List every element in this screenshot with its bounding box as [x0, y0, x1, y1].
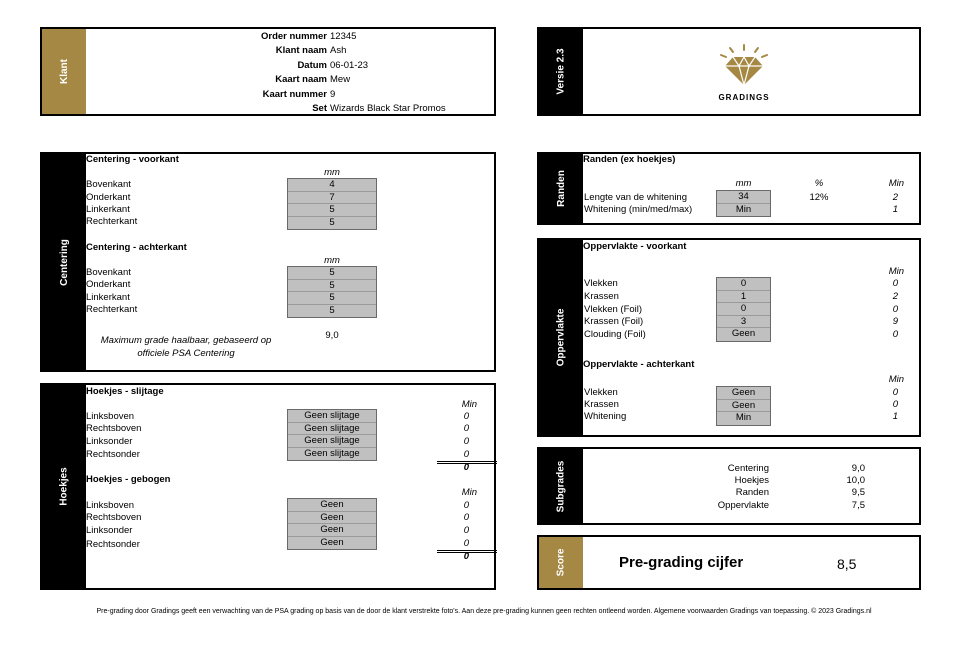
centering-back-top-input[interactable]: 5 — [288, 267, 376, 280]
gradings-logo — [709, 43, 779, 103]
edges-length-pct: 12% — [809, 192, 829, 203]
surface-front-min-scratches: 2 — [892, 291, 898, 302]
edges-length-label: Lengte van de whitening — [584, 192, 687, 203]
surface-back-scratches-select[interactable]: Geen — [717, 400, 770, 413]
surface-back-whitening-select[interactable]: Min — [735, 412, 752, 423]
corners-wear-ro-select[interactable]: Geen slijtage — [304, 447, 360, 459]
subgrade-corners-label: Hoekjes — [734, 475, 769, 486]
corners-wear-label-lb: Linksboven — [86, 411, 135, 422]
centering-back-label-bottom: Onderkant — [86, 279, 131, 290]
centering-front-title: Centering - voorkant — [86, 154, 179, 165]
centering-back-label-right: Rechterkant — [86, 304, 138, 315]
corners-wear-label-lo: Linksonder — [86, 436, 133, 447]
edges-length-min: 2 — [892, 192, 898, 203]
subgrade-edges-label: Randen — [735, 487, 769, 498]
corners-wear-min-lo: 0 — [463, 436, 469, 447]
corners-wear-title: Hoekjes - slijtage — [86, 386, 164, 397]
diamond-icon — [709, 43, 779, 89]
corners-wear-total: 0 — [463, 462, 469, 473]
surface-back-label-stains: Vlekken — [584, 387, 618, 398]
subgrade-edges-value: 9,5 — [851, 487, 865, 498]
surface-front-min-stains: 0 — [892, 278, 898, 289]
card-number-value: 9 — [330, 89, 336, 100]
surface-front-min-header: Min — [888, 266, 904, 277]
surface-band: Oppervlakte — [539, 240, 583, 435]
subgrade-surface-label: Oppervlakte — [717, 500, 769, 511]
corners-bent-lo-select[interactable]: Geen — [288, 524, 376, 537]
subgrade-corners-value: 10,0 — [846, 475, 865, 486]
corners-bent-min-ro: 0 — [463, 538, 469, 549]
centering-back-title: Centering - achterkant — [86, 242, 187, 253]
centering-back-label-left: Linkerkant — [86, 292, 130, 303]
surface-back-values — [716, 386, 771, 426]
surface-front-foil-stains-input[interactable]: 0 — [717, 303, 770, 316]
corners-band: Hoekjes — [42, 385, 86, 588]
centering-back-left-input[interactable]: 5 — [288, 292, 376, 305]
corners-panel — [40, 383, 496, 590]
order-number-value: 12345 — [330, 31, 357, 42]
corners-wear-min-header: Min — [461, 399, 477, 410]
date-value: 06-01-23 — [330, 60, 369, 71]
centering-front-values — [287, 178, 377, 230]
edges-panel — [537, 152, 921, 225]
centering-back-label-top: Bovenkant — [86, 267, 131, 278]
corners-bent-label-ro: Rechtsonder — [86, 539, 140, 550]
surface-front-min-foil-stains: 0 — [892, 304, 898, 315]
edges-values — [716, 190, 771, 217]
corners-bent-ro-select[interactable]: Geen — [320, 536, 344, 548]
card-name-value: Mew — [330, 74, 351, 85]
centering-back-unit: mm — [324, 255, 340, 266]
corners-bent-lb-select[interactable]: Geen — [288, 499, 376, 512]
surface-front-label-foil-stains: Vlekken (Foil) — [584, 304, 643, 315]
corners-wear-label-rb: Rechtsboven — [86, 423, 142, 434]
corners-wear-min-rb: 0 — [463, 423, 469, 434]
klant-panel — [40, 27, 496, 116]
centering-front-unit: mm — [324, 167, 340, 178]
edges-mm-header: mm — [735, 178, 752, 189]
corners-bent-title: Hoekjes - gebogen — [86, 474, 171, 485]
max-grade-label-line2: officiele PSA Centering — [137, 348, 235, 359]
disclaimer-footer: Pre-grading door Gradings geeft een verwachting van de PSA grading op basis van de door de klant verstrekte foto's. Aan deze pre-grading kunnen geen rechten ontleend worden. Algemene voorwaarden Gradings van toepassing. © 2023 Gradings.nl — [96, 608, 872, 615]
surface-front-values — [716, 277, 771, 342]
edges-pct-header: % — [814, 178, 824, 189]
surface-front-label-stains: Vlekken — [584, 278, 618, 289]
centering-front-right-input[interactable]: 5 — [329, 216, 335, 228]
centering-panel — [40, 152, 496, 372]
surface-back-label-scratches: Krassen — [584, 399, 619, 410]
order-number-label: Order nummer — [261, 31, 327, 42]
corners-wear-lb-select[interactable]: Geen slijtage — [288, 410, 376, 423]
edges-whitening-select[interactable]: Min — [735, 203, 752, 215]
corners-bent-label-lo: Linksonder — [86, 525, 133, 536]
corners-bent-min-lb: 0 — [463, 500, 469, 511]
surface-back-title: Oppervlakte - achterkant — [583, 359, 695, 370]
score-label: Pre-grading cijfer — [619, 554, 744, 571]
date-label: Datum — [297, 60, 327, 71]
subgrade-centering-label: Centering — [727, 463, 769, 474]
centering-front-label-bottom: Onderkant — [86, 192, 131, 203]
max-grade-value: 9,0 — [325, 330, 339, 341]
subgrades-band: Subgrades — [539, 449, 583, 523]
subgrades-panel — [537, 447, 921, 525]
surface-front-label-foil-scratches: Krassen (Foil) — [584, 316, 644, 327]
corners-bent-label-rb: Rechtsboven — [86, 512, 142, 523]
version-panel — [537, 27, 921, 116]
surface-front-min-foil-scratches: 9 — [892, 316, 898, 327]
centering-front-left-input[interactable]: 5 — [288, 204, 376, 217]
surface-front-label-scratches: Krassen — [584, 291, 619, 302]
corners-bent-values — [287, 498, 377, 550]
centering-front-bottom-input[interactable]: 7 — [288, 192, 376, 205]
corners-wear-min-ro: 0 — [463, 449, 469, 460]
corners-bent-min-header: Min — [461, 487, 477, 498]
logo-text: GRADINGS — [718, 93, 770, 102]
edges-title: Randen (ex hoekjes) — [583, 154, 676, 165]
edges-length-input[interactable]: 34 — [717, 191, 770, 204]
corners-bent-min-lo: 0 — [463, 525, 469, 536]
score-panel — [537, 535, 921, 590]
surface-back-min-scratches: 0 — [892, 399, 898, 410]
set-label: Set — [312, 103, 327, 114]
corners-wear-lo-select[interactable]: Geen slijtage — [288, 435, 376, 448]
centering-band: Centering — [42, 154, 86, 370]
klant-band: Klant — [42, 29, 86, 114]
subgrade-centering-value: 9,0 — [851, 463, 865, 474]
corners-bent-total: 0 — [463, 551, 469, 562]
score-value: 8,5 — [837, 556, 857, 572]
version-band: Versie 2.3 — [539, 29, 583, 114]
surface-front-scratches-input[interactable]: 1 — [717, 291, 770, 304]
corners-bent-rb-select[interactable]: Geen — [288, 512, 376, 525]
surface-back-stains-select[interactable]: Geen — [717, 387, 770, 400]
surface-back-min-whitening: 1 — [892, 411, 898, 422]
client-name-label: Klant naam — [275, 45, 327, 56]
corners-wear-values — [287, 409, 377, 461]
surface-front-stains-input[interactable]: 0 — [717, 278, 770, 291]
centering-front-top-input[interactable]: 4 — [288, 179, 376, 192]
edges-whitening-label: Whitening (min/med/max) — [584, 204, 693, 215]
centering-front-label-right: Rechterkant — [86, 216, 138, 227]
centering-back-right-input[interactable]: 5 — [329, 304, 335, 316]
centering-front-label-left: Linkerkant — [86, 204, 130, 215]
corners-bent-min-rb: 0 — [463, 512, 469, 523]
surface-front-foil-scratches-input[interactable]: 3 — [717, 316, 770, 329]
edges-whitening-min: 1 — [892, 204, 898, 215]
corners-wear-rb-select[interactable]: Geen slijtage — [288, 423, 376, 436]
surface-front-clouding-select[interactable]: Geen — [731, 328, 756, 339]
set-value: Wizards Black Star Promos — [330, 103, 446, 114]
surface-front-title: Oppervlakte - voorkant — [583, 241, 687, 252]
corners-bent-label-lb: Linksboven — [86, 500, 135, 511]
score-band: Score — [539, 537, 583, 588]
centering-front-label-top: Bovenkant — [86, 179, 131, 190]
max-grade-label-line1: Maximum grade haalbaar, gebaseerd op — [100, 335, 272, 346]
surface-back-min-stains: 0 — [892, 387, 898, 398]
centering-back-values — [287, 266, 377, 318]
corners-wear-min-lb: 0 — [463, 411, 469, 422]
surface-back-label-whitening: Whitening — [584, 411, 627, 422]
surface-front-label-clouding: Clouding (Foil) — [584, 329, 646, 340]
surface-back-min-header: Min — [888, 374, 904, 385]
edges-band: Randen — [539, 154, 583, 223]
card-number-label: Kaart nummer — [262, 89, 327, 100]
card-name-label: Kaart naam — [275, 74, 327, 85]
edges-min-header: Min — [888, 178, 904, 189]
client-name-value: Ash — [330, 45, 347, 56]
subgrade-surface-value: 7,5 — [851, 500, 865, 511]
surface-panel — [537, 238, 921, 437]
corners-wear-label-ro: Rechtsonder — [86, 449, 140, 460]
surface-front-min-clouding: 0 — [892, 329, 898, 340]
centering-back-bottom-input[interactable]: 5 — [288, 280, 376, 293]
